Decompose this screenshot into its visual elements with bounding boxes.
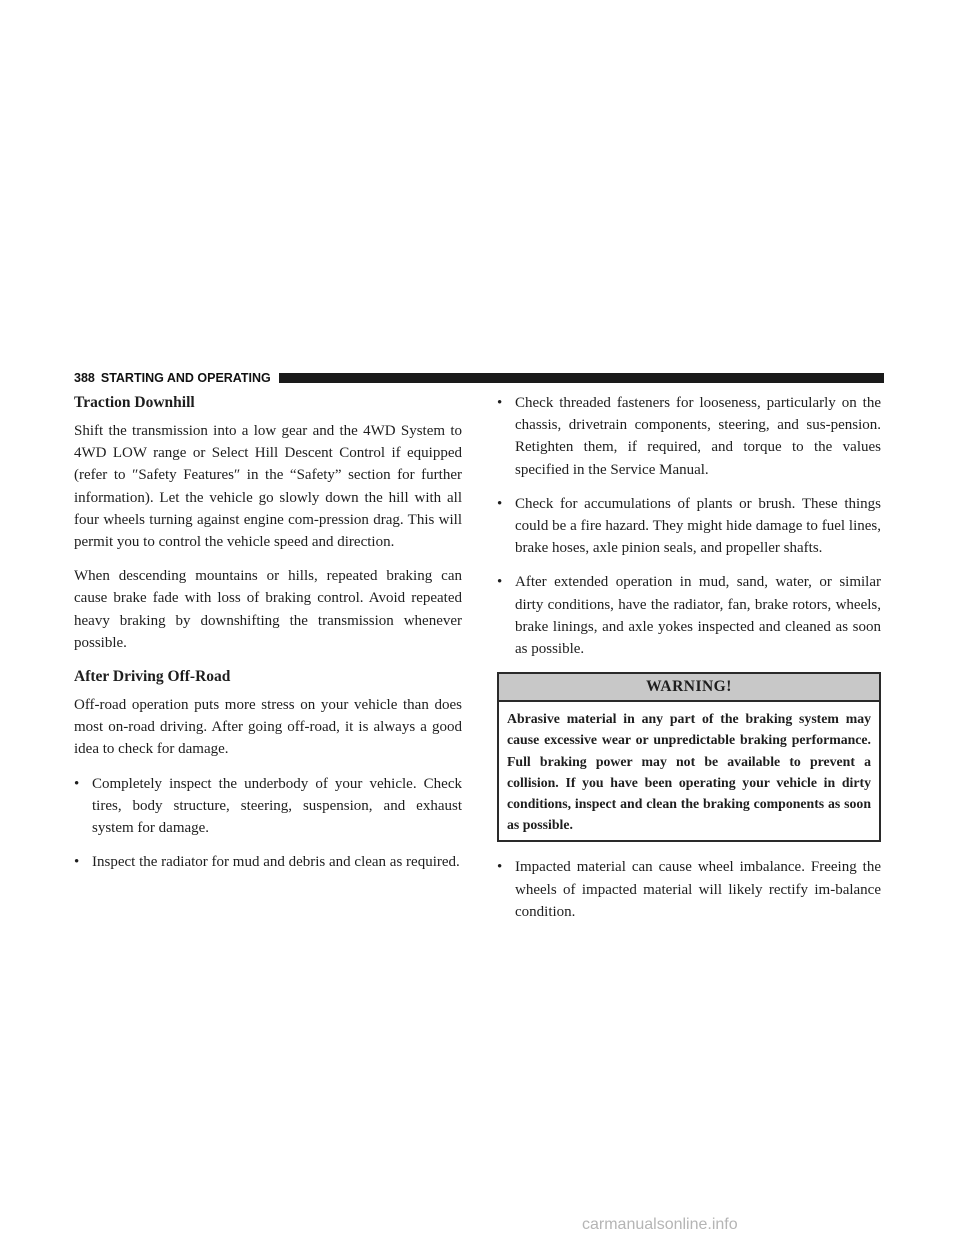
right-bullet-list (497, 392, 881, 660)
list-item (74, 773, 462, 840)
traction-downhill-heading: Traction Downhill (74, 394, 195, 411)
bullet-text: Inspect the radiator for mud and debris and clean as required. (92, 854, 460, 871)
left-column (74, 392, 462, 885)
list-item (497, 392, 881, 481)
bullet-text: Check threaded fasteners for looseness, particularly on the chassis, drivetrain components, steering, and sus-pension. Retighten them, if required, and torque to the values specified in the Service Manual. (515, 395, 881, 478)
bullet-text: Completely inspect the underbody of your vehicle. Check tires, body structure, steering, suspension, and exhaust system for damage. (92, 775, 462, 837)
warning-text: Abrasive material in any part of the braking system may cause excessive wear or unpredictable braking performance. Full braking power may not be available to prevent a collision. If you have been operating your vehicle in dirty conditions, inspect and clean the braking components as soon as possible. (507, 711, 871, 833)
bullet-text: Impacted material can cause wheel imbalance. Freeing the wheels of impacted material will likely rectify im-balance condition. (515, 859, 881, 920)
bullet-text: Check for accumulations of plants or brush. These things could be a fire hazard. They might hide damage to fuel lines, brake hoses, axle pinion seals, and propeller shafts. (515, 495, 881, 557)
bullet-icon: • (497, 859, 503, 876)
bullet-icon: • (497, 495, 503, 512)
list-item (497, 571, 881, 660)
after-off-road-heading: After Driving Off-Road (74, 668, 231, 686)
traction-paragraph-1: Shift the transmission into a low gear and the 4WD System to 4WD LOW range or Select Hill Descent Control if equipped (refer to ″Safety Features″ in the “Safety” section for further information). Let the vehicle go slowly down the hill with all four wheels turning against engine com-pression drag. This will permit you to control the vehicle speed and direction. (74, 423, 462, 551)
bullet-icon: • (74, 775, 80, 792)
bullet-text: After extended operation in mud, sand, water, or similar dirty conditions, have the radiator, fan, brake rotors, wheels, brake linings, and axle yokes inspected and cleaned as soon as possible. (515, 574, 881, 658)
right-column (497, 392, 881, 935)
warning-title: WARNING! (499, 674, 879, 702)
page-number: 388 (74, 371, 95, 385)
traction-paragraph-2: When descending mountains or hills, repeated braking can cause brake fade with loss of braking control. Avoid repeated heavy braking by downshifting the transmission whenever possible. (74, 568, 462, 651)
header-rule (279, 373, 884, 383)
left-bullet-list (74, 773, 462, 874)
after-off-road-paragraph: Off-road operation puts more stress on your vehicle than does most on-road driving. After going off-road, it is always a good idea to check for damage. (74, 697, 462, 758)
list-item (497, 856, 881, 923)
watermark: carmanualsonline.info (582, 1216, 738, 1233)
section-title: STARTING AND OPERATING (100, 371, 271, 385)
bullet-icon: • (497, 574, 503, 591)
right-bullet-list-2 (497, 856, 881, 923)
list-item (74, 851, 462, 873)
warning-box (497, 672, 881, 842)
list-item (497, 493, 881, 560)
bullet-icon: • (74, 854, 80, 871)
page-header (74, 370, 884, 386)
bullet-icon: • (497, 395, 503, 411)
